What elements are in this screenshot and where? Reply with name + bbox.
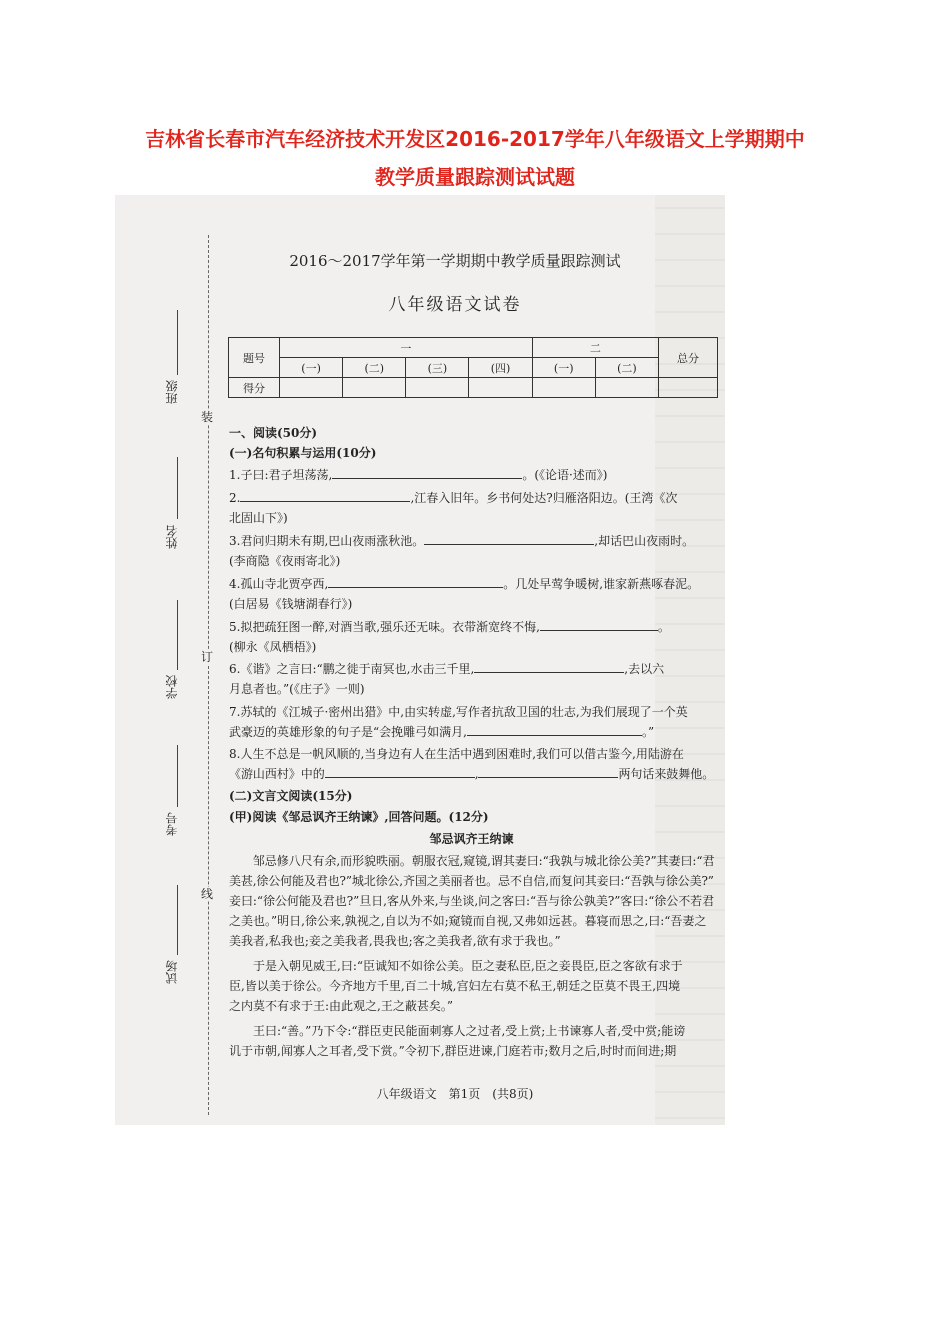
question-text: 2. [229,491,241,505]
question-text: 5.拟把疏狂图一醉,对酒当歌,强乐还无味。衣带渐宽终不悔, [229,620,540,634]
part-heading: (二)文言文阅读(15分) [229,789,353,803]
question-7-line2 [229,724,714,740]
cell-sub: (四) [469,358,532,378]
score-table-row-subsections [229,358,718,378]
section-heading: 一、阅读(50分) [229,426,318,440]
answer-blank[interactable] [478,766,618,778]
question-text: , [474,767,479,781]
cell-score-label: 得分 [229,378,280,398]
side-line-class [177,310,178,375]
score-table [228,337,718,398]
question-text: 。(《论语·述而》) [522,468,608,482]
exam-subtitle: 八年级语文试卷 [388,295,522,315]
passage-line: 于是入朝见威王,曰:“臣诚知不如徐公美。臣之妻私臣,臣之妾畏臣,臣之客欲有求于 [229,959,683,973]
side-line-room [177,885,178,955]
answer-blank[interactable] [540,619,658,631]
question-text: ,去以六 [624,662,665,676]
question-text: 北固山下》) [229,511,288,525]
question-text: 。几处早莺争暖树,谁家新燕啄春泥。 [503,577,700,591]
side-label-school: 学校 [165,675,179,699]
side-label-room: 试场 [165,960,179,984]
binding-mark-ding: 订 [201,650,214,664]
cell-sub: (三) [406,358,469,378]
cell-section-2: 二 [532,338,658,358]
question-text: ,江春入旧年。乡书何处达?归雁洛阳边。(王湾《次 [410,491,678,505]
answer-blank[interactable] [325,766,475,778]
question-text: 3.君问归期未有期,巴山夜雨涨秋池。 [229,534,425,548]
passage-line: 妾曰:“徐公何能及君也?”旦日,客从外来,与坐谈,问之客曰:“吾与徐公孰美?”客曰:“徐公不若君 [229,894,715,908]
cell-section-1: 一 [280,338,533,358]
question-8-line2 [229,766,714,782]
cell-sub: (二) [343,358,406,378]
binding-mark-zhuang: 装 [201,410,214,424]
side-line-school [177,600,178,670]
passage-line: 之内莫不有求于王:由此观之,王之蔽甚矣。” [229,999,453,1013]
question-text: 4.孤山寺北贾亭西, [229,577,329,591]
exam-title: 2016～2017学年第一学期期中教学质量跟踪测试 [289,252,621,270]
score-box[interactable] [343,378,406,398]
side-line-name [177,457,178,519]
side-line-exam-number [177,745,178,807]
question-2 [229,490,714,506]
score-box[interactable] [532,378,595,398]
question-text: 。 [657,620,670,634]
side-label-exam-number: 考号 [165,812,179,836]
document-title-line1: 吉林省长春市汽车经济技术开发区2016-2017学年八年级语文上学期期中 [145,127,805,151]
question-text: ,却话巴山夜雨时。 [594,534,695,548]
question-4 [229,576,714,592]
question-5 [229,619,714,635]
cell-total: 总分 [659,338,718,378]
passage-line: 讥于市朝,闻寡人之耳者,受下赏。”令初下,群臣进谏,门庭若市;数月之后,时时而间进;期 [229,1044,677,1058]
passage-line: 邹忌修八尺有余,而形貌昳丽。朝服衣冠,窥镜,谓其妻曰:“我孰与城北徐公美?”其妻曰:“君 [229,854,715,868]
question-text: 。” [641,725,655,739]
question-text: 月息者也。”(《庄子》一则) [229,682,365,696]
part-subheading: (甲)阅读《邹忌讽齐王纳谏》,回答问题。(12分) [229,810,489,824]
page-footer: 八年级语文 第1页 (共8页) [376,1087,534,1101]
passage-line: 臣,皆以美于徐公。今齐地方千里,百二十城,宫妇左右莫不私王,朝廷之臣莫不畏王,四境 [229,979,681,993]
question-text: 《游山西村》中的 [229,767,325,781]
question-1 [229,467,714,483]
cell-question-number: 题号 [229,338,280,378]
passage-line: 王曰:“善。”乃下令:“群臣吏民能面刺寡人之过者,受上赏;上书谏寡人者,受中赏;能谤 [229,1024,686,1038]
answer-blank[interactable] [474,661,624,673]
part-heading: (一)名句积累与运用(10分) [229,446,377,460]
question-text: (白居易《钱塘湖春行》) [229,597,353,611]
question-3 [229,533,714,549]
answer-blank[interactable] [467,724,642,736]
question-text: (李商隐《夜雨寄北》) [229,554,341,568]
cell-sub: (二) [595,358,658,378]
score-table-row-score [229,378,718,398]
score-box[interactable] [406,378,469,398]
passage-line: 之美也。”明日,徐公来,孰视之,自以为不如;窥镜而自视,又弗如远甚。暮寝而思之,曰:“吾妻之 [229,914,707,928]
score-box[interactable] [469,378,532,398]
answer-blank[interactable] [424,533,594,545]
binding-mark-xian: 线 [201,887,214,901]
passage-line: 美甚,徐公何能及君也?”城北徐公,齐国之美丽者也。忌不自信,而复问其妾曰:“吾孰与徐公美?” [229,874,714,888]
answer-blank[interactable] [240,490,410,502]
binding-line [208,235,209,1115]
score-box[interactable] [280,378,343,398]
passage-title: 邹忌讽齐王纳谏 [429,832,514,846]
cell-sub: (一) [532,358,595,378]
answer-blank[interactable] [328,576,503,588]
question-text: 6.《谐》之言曰:“鹏之徙于南冥也,水击三千里, [229,662,475,676]
score-box[interactable] [595,378,658,398]
question-text: 两句话来鼓舞他。 [618,767,715,781]
question-text: 1.子曰:君子坦荡荡, [229,468,333,482]
score-box[interactable] [659,378,718,398]
document-title-line2: 教学质量跟踪测试试题 [375,165,575,189]
cell-sub: (一) [280,358,343,378]
side-label-class: 班级 [165,380,179,404]
passage-line: 美我者,私我也;妾之美我者,畏我也;客之美我者,欲有求于我也。” [229,934,561,948]
question-6 [229,661,714,677]
document-title [100,120,850,196]
score-table-row-headers [229,338,718,358]
question-7: 7.苏轼的《江城子·密州出猎》中,由实转虚,写作者抗敌卫国的壮志,为我们展现了一个英 [229,705,688,719]
question-8: 8.人生不总是一帆风顺的,当身边有人在生活中遇到困难时,我们可以借古鉴今,用陆游在 [229,747,684,761]
question-text: (柳永《凤栖梧》) [229,640,317,654]
question-text: 武豪迈的英雄形象的句子是“会挽雕弓如满月, [229,725,467,739]
answer-blank[interactable] [332,467,522,479]
side-label-name: 姓名 [165,525,179,549]
scanned-exam-page [115,195,725,1125]
